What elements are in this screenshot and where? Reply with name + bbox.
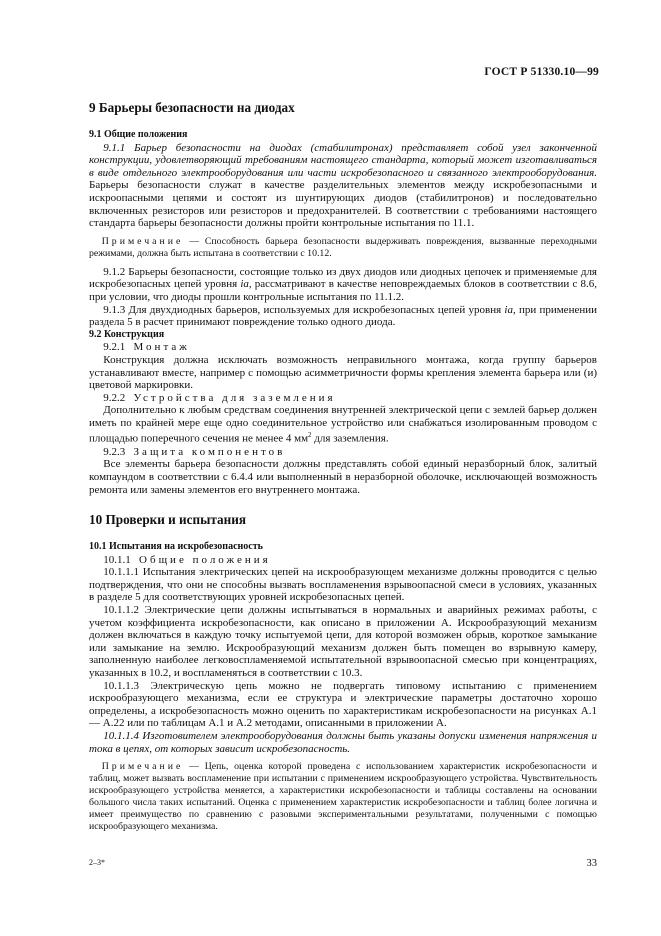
paragraph-9-1-1-rest: Барьеры безопасности служат в качестве разделительных элементов между искробезопасными и искроопасными цепями и состоят из шунтирующих диодов (стабилитронов) и последовательно включенных резисторов или резисторов и предохранителей. В соответствии с требованиями настоящего стандарта барьеры безопасности должны пройти контрольные испытания по 11.1. [89, 179, 597, 230]
paragraph-10-1-1-3: 10.1.1.3 Электрическую цепь можно не подвергать типовому испытанию с применением искрообразующего механизма, если ее структура и электрические параметры достаточно хорошо определены, а искробезопасность можно оценить по характеристикам искробезопасности на рисунках А.1 — А.22 или по таблицам А.1 и А.2 методами, описанными в приложении А. [89, 679, 597, 730]
paragraph-9-2-2-b: для заземления. [311, 433, 389, 446]
paragraph-9-2-2 [89, 404, 597, 445]
footer-sheet-mark: 2–3* [89, 858, 105, 867]
section-10-title: 10 Проверки и испытания [89, 512, 246, 528]
heading-10-1-1 [89, 554, 597, 567]
note-text: — Способность барьера безопасности выдерживать повреждения, вызванные переходными режимами, должна быть испытана в соответствии с 10.12. [89, 235, 597, 259]
page-number: 33 [586, 858, 597, 869]
paragraph-9-1-2-a: 9.1.2 Барьеры безопасности, состоящие только из двух диодов или диодных цепочек и применяемые для искробезопасных цепей уровня [89, 265, 597, 291]
heading-9-2-1 [89, 341, 597, 354]
note-label: Примечание [101, 235, 184, 247]
note-10-1 [89, 761, 597, 833]
clause-number: 9.2.3 [103, 445, 126, 458]
document-code: ГОСТ Р 51330.10—99 [484, 66, 599, 78]
note-9-1 [89, 236, 597, 260]
clause-title: Устройства для заземления [133, 391, 336, 404]
clause-title: Монтаж [133, 341, 190, 354]
paragraph-9-1-1-italic: 9.1.1 Барьер безопасности на диодах (стабилитронах) представляет собой узел законченной конструкции, удовлетворяющий требованиям настоящего стандарта, который может изготавливаться в виде отдельного электрооборудования или части искробезопасного и связанного электрооборудования. [89, 141, 597, 179]
paragraph-9-1-1 [89, 142, 597, 230]
paragraph-9-2-3: Все элементы барьера безопасности должны представлять собой единый неразборный блок, залитый компаундом в соответствии с 6.4.4 или выполненный в неразборной оболочке, исключающей возможность ремонта или замены элементов его внутреннего монтажа. [89, 458, 597, 496]
subsection-9-1-title: 9.1 Общие положения [89, 129, 188, 140]
superscript: 2 [308, 431, 312, 440]
level-ia: ia [240, 278, 249, 291]
paragraph-10-1-1-4: 10.1.1.4 Изготовителем электрооборудования должны быть указаны допуски изменения напряжения и тока в цепях, от которых зависит искробезопасность. [89, 730, 597, 755]
heading-9-2-3 [89, 446, 597, 459]
paragraph-10-1-1-2: 10.1.1.2 Электрические цепи должны испытываться в нормальных и аварийных режимах работы, с учетом коэффициента искробезопасности, как описано в приложении А. Искрообразующий механизм должен включаться в каждую точку испытуемой цепи, для которой возможен обрыв, короткое замыкание или замыкание на землю. Искрообразующий механизм должен быть помещен во взрывную камеру, заполненную наиболее легковоспламеняемой испытательной взрывоопасной смесью при концентрациях, указанных в 10.2, и воспламеняться в соответствии с 10.3. [89, 604, 597, 680]
section-9-title: 9 Барьеры безопасности на диодах [89, 100, 295, 115]
note-text: — Цепь, оценка которой проведена с использованием характеристик искробезопасности и таблиц, может вызвать воспламенение при испытании с применением искрообразующего устройства. Чувствительность искрообразующего устройства меняется, а характеристики искробезопасности и таблицы составлены на основании большого числа таких испытаний. Оценка с применением характеристик искробезопасности и таблиц более логична и имеет преимущество по сравнению с разовыми экспериментальными результатами, полученными с помощью искрообразующего механизма. [89, 761, 597, 833]
clause-number: 9.2.1 [103, 341, 126, 354]
clause-title: Защита компонентов [133, 445, 286, 458]
heading-9-2-2 [89, 392, 597, 405]
paragraph-9-1-3 [89, 304, 597, 329]
paragraph-10-1-1-1: 10.1.1.1 Испытания электрических цепей на искрообразующем механизме должны проводится с целью подтверждения, что они не способны вызвать воспламенения взрывоопасной смеси в условиях, указанных в разделе 5 для соответствующих уровней искробезопасных цепей. [89, 566, 597, 604]
paragraph-9-2-2-a: Дополнительно к любым средствам соединения внутренней электрической цепи с землей барьер должен иметь по крайней мере еще одно соединительное устройство или снабжаться изолированным проводом с площадью поперечного сечения не менее 4 мм [89, 404, 597, 446]
paragraph-9-1-3-b: , при применении раздела 5 в расчет принимают повреждение только одного диода. [89, 303, 597, 329]
subsection-9-2-title: 9.2 Конструкция [89, 328, 165, 340]
subsection-10-1-title: 10.1 Испытания на искробезопасность [89, 541, 263, 553]
clause-title: Общие положения [139, 553, 271, 566]
clause-number: 9.2.2 [103, 391, 126, 404]
paragraph-9-1-2-b: , рассматривают в качестве неповреждаемых блоков в соответствии с 8.6, при условии, что диоды прошли контрольные испытания по 11.1.2. [89, 278, 598, 303]
clause-number: 10.1.1 [103, 553, 131, 566]
paragraph-9-1-2 [89, 266, 597, 304]
level-ia: ia [504, 303, 513, 316]
paragraph-9-2-1: Конструкция должна исключать возможность неправильного монтажа, когда группу барьеров устанавливают вместе, например с помощью асимметричности формы крепления элемента барьера или (и) цветовой маркировки. [89, 353, 597, 392]
note-label: Примечание [101, 761, 184, 773]
paragraph-9-1-3-a: 9.1.3 Для двухдиодных барьеров, используемых для искробезопасных цепей уровня [103, 303, 505, 316]
page-content [89, 94, 597, 839]
